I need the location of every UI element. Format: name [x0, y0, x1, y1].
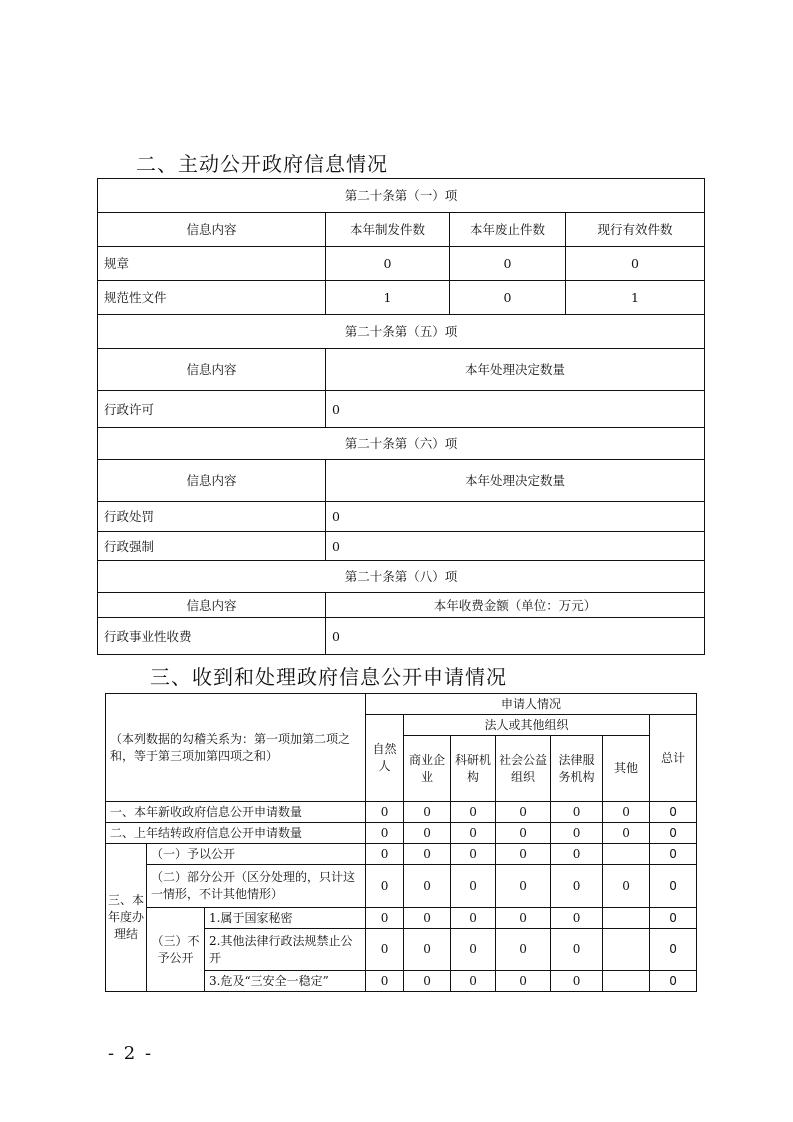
art6-header-count: 本年处理决定数量: [326, 460, 705, 502]
cell-value: 0: [366, 802, 404, 823]
cell-value: 0: [404, 844, 451, 865]
header-commercial: 商业企业: [404, 736, 451, 802]
cell-value: 0: [326, 532, 705, 561]
table-row: [106, 865, 697, 908]
cell-value: 0: [496, 908, 551, 929]
header-legal-service: 法律服务机构: [551, 736, 603, 802]
row-label: 行政处罚: [98, 502, 326, 532]
row-label: 3.危及“三安全一稳定”: [205, 971, 366, 992]
row3c-group-label: （三）不予公开: [147, 908, 205, 992]
row-label: 行政许可: [98, 391, 326, 428]
row-label: 1.属于国家秘密: [205, 908, 366, 929]
row-label: 规范性文件: [98, 281, 326, 315]
cell-value: 0: [551, 865, 603, 908]
cell-value: [603, 971, 650, 992]
cell-value: 0: [496, 865, 551, 908]
cell-value: 0: [650, 908, 697, 929]
art1-header-issued: 本年制发件数: [326, 213, 450, 247]
row-label: 2.其他法律行政法规禁止公开: [205, 929, 366, 971]
section2-title: 二、主动公开政府信息情况: [136, 152, 388, 176]
cell-value: 0: [496, 802, 551, 823]
cell-value: 0: [603, 865, 650, 908]
cell-value: 0: [566, 247, 705, 281]
cell-value: 0: [404, 823, 451, 844]
cell-value: 0: [366, 865, 404, 908]
table-row: [98, 247, 705, 281]
cell-value: 0: [366, 823, 404, 844]
header-research: 科研机构: [451, 736, 496, 802]
row-label: （一）予以公开: [147, 844, 366, 865]
cell-value: 0: [551, 908, 603, 929]
row-label: 二、上年结转政府信息公开申请数量: [106, 823, 366, 844]
cell-value: 0: [650, 865, 697, 908]
total-header: 总计: [650, 715, 697, 802]
table-row: [98, 532, 705, 561]
art1-header-abolished: 本年废止件数: [450, 213, 566, 247]
cell-value: 0: [326, 247, 450, 281]
cell-value: 0: [551, 802, 603, 823]
cell-value: 0: [451, 844, 496, 865]
cell-value: 0: [551, 823, 603, 844]
cell-value: 0: [496, 844, 551, 865]
cell-value: 0: [650, 823, 697, 844]
table-row: [106, 844, 697, 865]
cell-value: 0: [326, 618, 705, 655]
table-row: [98, 391, 705, 428]
row-label: 行政强制: [98, 532, 326, 561]
table-row: [98, 618, 705, 655]
legal-entity-header: 法人或其他组织: [404, 715, 650, 736]
application-table: [105, 693, 697, 992]
row-label: 一、本年新收政府信息公开申请数量: [106, 802, 366, 823]
cell-value: 0: [496, 929, 551, 971]
cell-value: 0: [404, 971, 451, 992]
cell-value: [603, 844, 650, 865]
active-disclosure-table: [97, 178, 705, 655]
art8-header-content: 信息内容: [98, 593, 326, 618]
table-row: [106, 908, 697, 929]
cell-value: 0: [451, 865, 496, 908]
cell-value: 0: [451, 929, 496, 971]
cell-value: 0: [496, 971, 551, 992]
row-label: 行政事业性收费: [98, 618, 326, 655]
cell-value: 0: [404, 908, 451, 929]
cell-value: 0: [551, 929, 603, 971]
art5-title: 第二十条第（五）项: [98, 315, 705, 349]
section3-title: 三、收到和处理政府信息公开申请情况: [150, 665, 507, 689]
applicant-header: 申请人情况: [366, 694, 697, 715]
cell-value: 0: [451, 908, 496, 929]
art1-title: 第二十条第（一）项: [98, 179, 705, 213]
art6-title: 第二十条第（六）项: [98, 428, 705, 460]
table-row: [98, 502, 705, 532]
cell-value: 1: [326, 281, 450, 315]
cell-value: 0: [450, 281, 566, 315]
cell-value: 0: [404, 929, 451, 971]
cell-value: 0: [650, 929, 697, 971]
row-label: （二）部分公开（区分处理的，只计这一情形，不计其他情形）: [147, 865, 366, 908]
art1-header-valid: 现行有效件数: [566, 213, 705, 247]
cell-value: 0: [326, 391, 705, 428]
art1-header-content: 信息内容: [98, 213, 326, 247]
cell-value: 0: [326, 502, 705, 532]
cell-value: 0: [450, 247, 566, 281]
consistency-note: （本列数据的勾稽关系为：第一项加第二项之和，等于第三项加第四项之和）: [106, 694, 366, 802]
cell-value: 0: [451, 823, 496, 844]
cell-value: 0: [404, 865, 451, 908]
cell-value: 0: [551, 844, 603, 865]
cell-value: 0: [404, 802, 451, 823]
cell-value: 0: [603, 802, 650, 823]
art5-header-count: 本年处理决定数量: [326, 349, 705, 391]
cell-value: 1: [566, 281, 705, 315]
header-public-welfare: 社会公益组织: [496, 736, 551, 802]
cell-value: 0: [366, 971, 404, 992]
table-row: [106, 802, 697, 823]
art6-header-content: 信息内容: [98, 460, 326, 502]
cell-value: 0: [451, 971, 496, 992]
natural-person-header: 自然人: [366, 715, 404, 802]
art5-header-content: 信息内容: [98, 349, 326, 391]
cell-value: 0: [551, 971, 603, 992]
cell-value: 0: [603, 823, 650, 844]
cell-value: 0: [650, 971, 697, 992]
row-label: 规章: [98, 247, 326, 281]
cell-value: [603, 929, 650, 971]
header-other: 其他: [603, 736, 650, 802]
art8-title: 第二十条第（八）项: [98, 561, 705, 593]
row3-group-label: 三、本年度办理结: [106, 844, 147, 992]
cell-value: 0: [496, 823, 551, 844]
art8-header-amount: 本年收费金额（单位：万元）: [326, 593, 705, 618]
cell-value: 0: [650, 844, 697, 865]
cell-value: 0: [451, 802, 496, 823]
cell-value: [603, 908, 650, 929]
table-row: [106, 823, 697, 844]
cell-value: 0: [650, 802, 697, 823]
cell-value: 0: [366, 929, 404, 971]
cell-value: 0: [366, 908, 404, 929]
table-row: [98, 281, 705, 315]
page-number: - 2 -: [108, 1043, 154, 1064]
cell-value: 0: [366, 844, 404, 865]
